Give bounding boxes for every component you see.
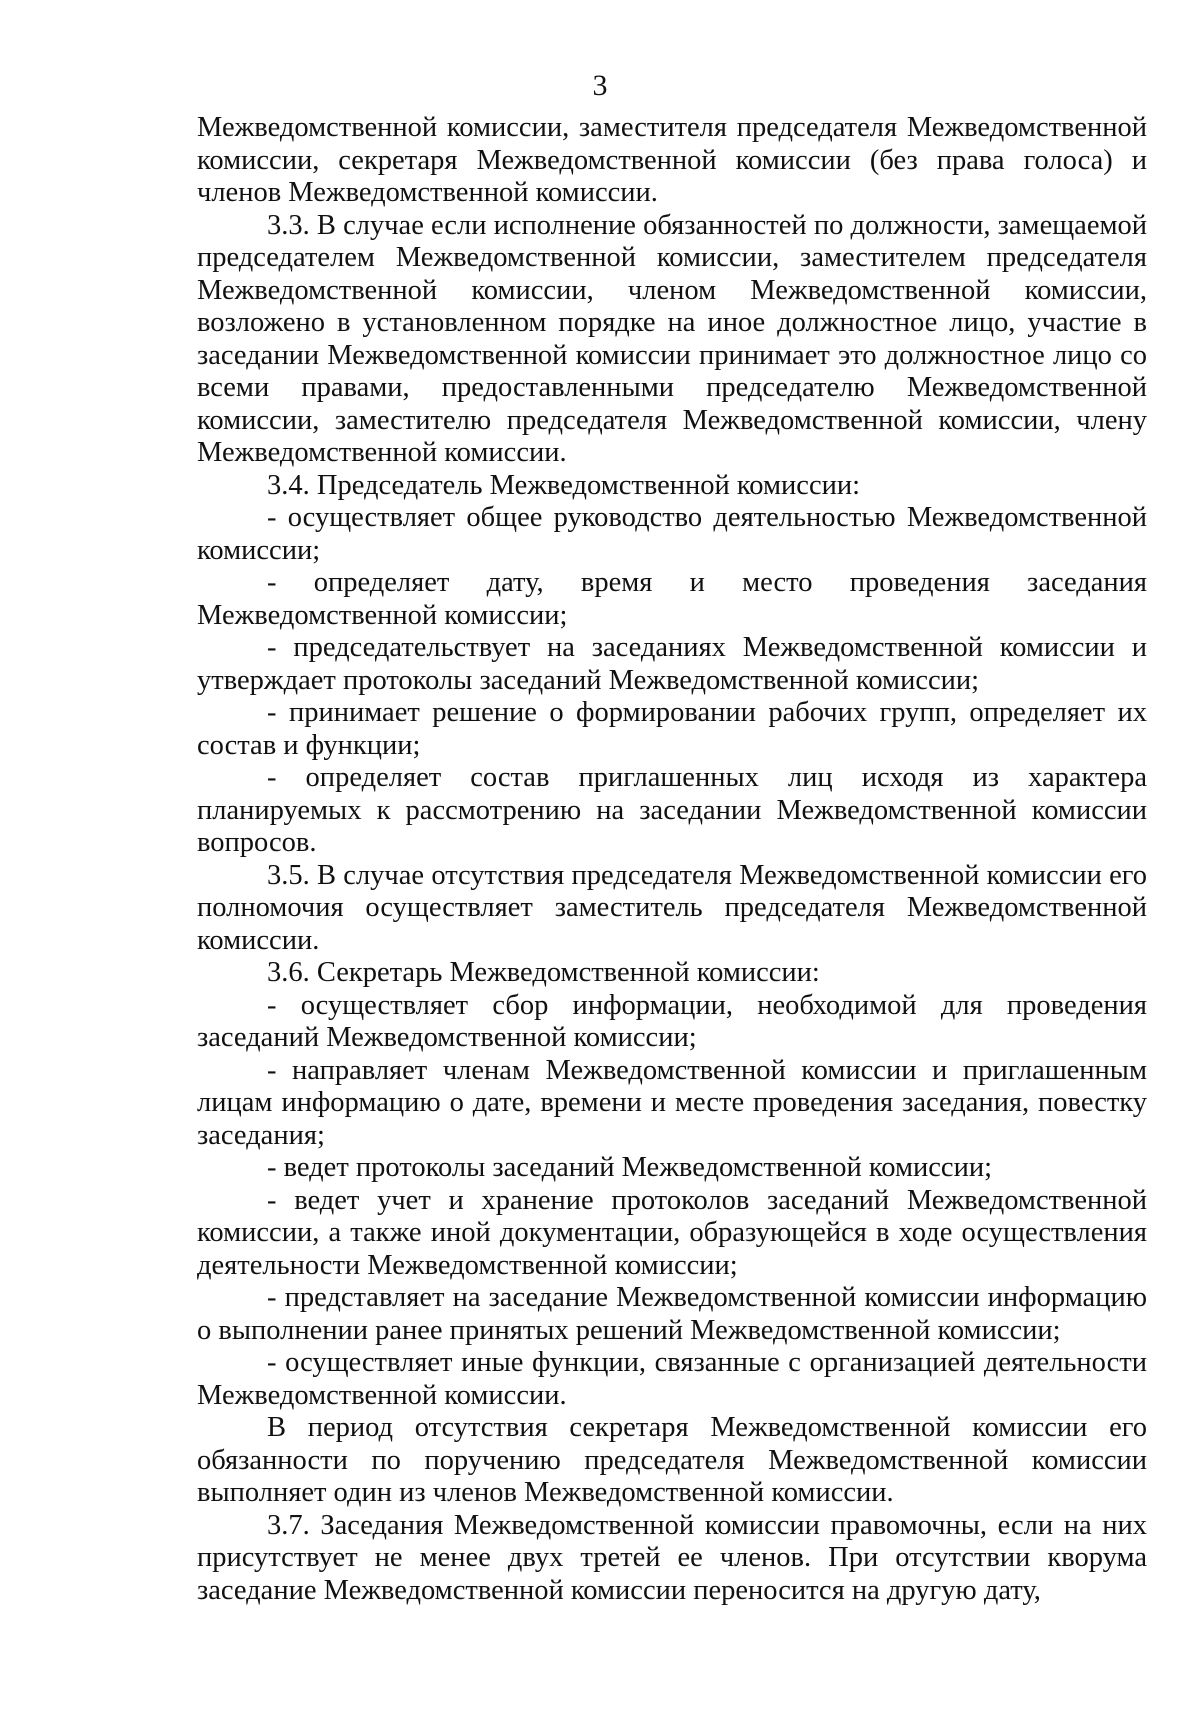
list-item-secretary-reports: - представляет на заседание Межведомственной комиссии информацию о выполнении ранее принятых решений Межведомственной комиссии; bbox=[197, 1282, 1147, 1346]
list-item-chair-presides: - председательствует на заседаниях Межведомственной комиссии и утверждает протоколы заседаний Межведомственной комиссии; bbox=[197, 632, 1147, 696]
page-number: 3 bbox=[592, 69, 608, 102]
paragraph-3-6: 3.6. Секретарь Межведомственной комиссии: bbox=[267, 957, 820, 988]
list-item-chair-meeting-date: - определяет дату, время и место проведения заседания Межведомственной комиссии; bbox=[197, 567, 1147, 631]
list-item-chair-invited-persons: - определяет состав приглашенных лиц исходя из характера планируемых к рассмотрению на заседании Межведомственной комиссии вопросов. bbox=[197, 762, 1147, 858]
paragraph-continuation: Межведомственной комиссии, заместителя председателя Межведомственной комиссии, секретаря Межведомственной комиссии (без права голоса) и членов Межведомственной комиссии. bbox=[197, 112, 1147, 208]
list-item-secretary-records: - ведет учет и хранение протоколов заседаний Межведомственной комиссии, а также иной документации, образующейся в ходе осуществления деятельности Межведомственной комиссии; bbox=[197, 1184, 1147, 1281]
list-item-secretary-other: - осуществляет иные функции, связанные с организацией деятельности Межведомственной комиссии. bbox=[197, 1347, 1147, 1411]
list-item-secretary-sends-info: - направляет членам Межведомственной комиссии и приглашенным лицам информацию о дате, времени и месте проведения заседания, повестку заседания; bbox=[197, 1054, 1147, 1151]
list-item-chair-working-groups: - принимает решение о формировании рабочих групп, определяет их состав и функции; bbox=[197, 697, 1147, 761]
list-item-secretary-minutes: - ведет протоколы заседаний Межведомственной комиссии; bbox=[267, 1152, 992, 1183]
paragraph-3-3: 3.3. В случае если исполнение обязанностей по должности, замещаемой председателем Межведомственной комиссии, заместителем председателя Межведомственной комиссии, членом Межведомственной комиссии, возложено в установленном порядке на иное должностное лицо, участие в заседании Межведомственной комиссии принимает это должностное лицо со всеми правами, предоставленными председателю Межведомственной комиссии, заместителю председателя Межведомственной комиссии, члену Межведомственной комиссии. bbox=[197, 209, 1147, 468]
paragraph-3-4: 3.4. Председатель Межведомственной комиссии: bbox=[267, 469, 861, 501]
document-body bbox=[197, 112, 1147, 1607]
list-item-secretary-collects-info: - осуществляет сбор информации, необходимой для проведения заседаний Межведомственной комиссии; bbox=[197, 989, 1147, 1053]
paragraph-secretary-absence: В период отсутствия секретаря Межведомственной комиссии его обязанности по поручению председателя Межведомственной комиссии выполняет один из членов Межведомственной комиссии. bbox=[197, 1412, 1147, 1508]
paragraph-3-5: 3.5. В случае отсутствия председателя Межведомственной комиссии его полномочия осуществляет заместитель председателя Межведомственной комиссии. bbox=[197, 859, 1147, 956]
paragraph-3-7: 3.7. Заседания Межведомственной комиссии правомочны, если на них присутствует не менее двух третей ее членов. При отсутствии кворума заседание Межведомственной комиссии переносится на другую дату, bbox=[197, 1509, 1147, 1606]
list-item-chair-general-management: - осуществляет общее руководство деятельностью Межведомственной комиссии; bbox=[197, 502, 1147, 566]
